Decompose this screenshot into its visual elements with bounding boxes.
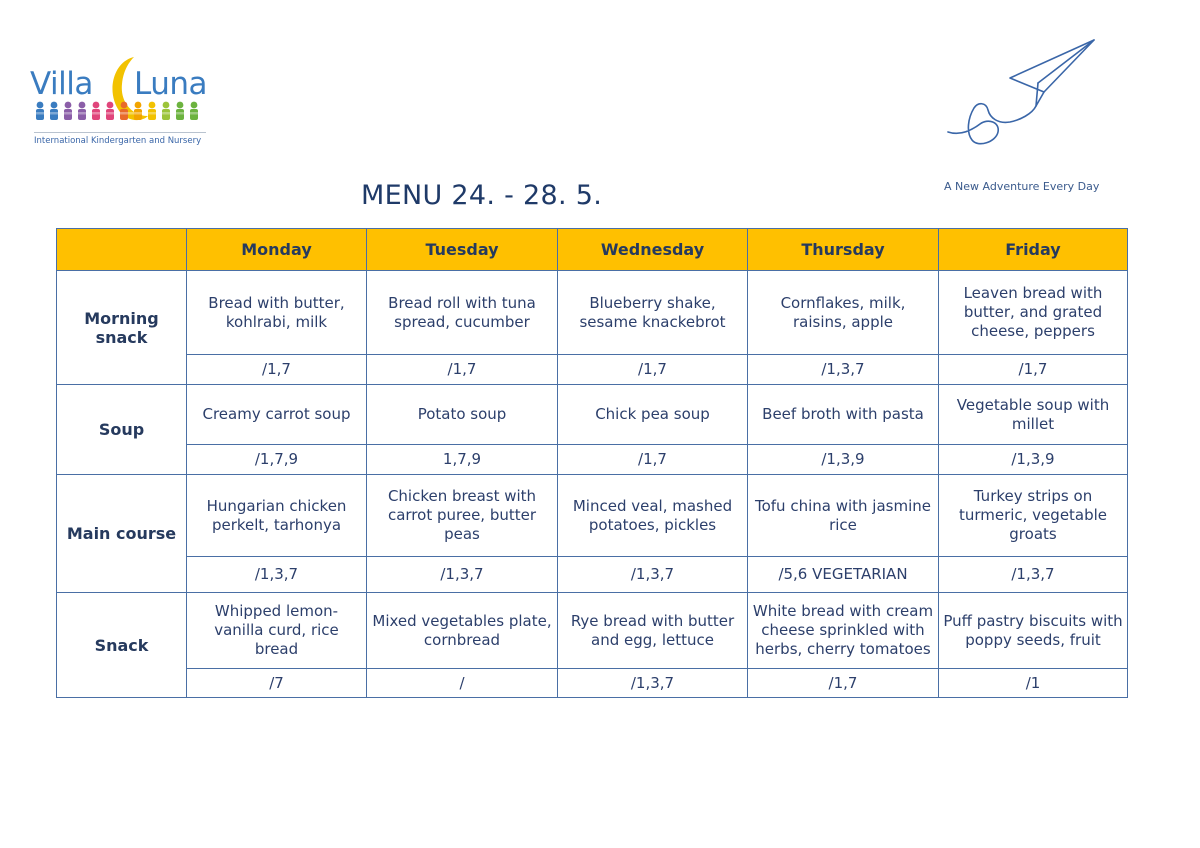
logo-divider <box>34 132 206 133</box>
dish-cell: Vegetable soup with millet <box>939 385 1128 445</box>
allergen-cell: /1,3,9 <box>748 445 939 475</box>
dish-cell: Leaven bread with butter, and grated cheese, peppers <box>939 271 1128 355</box>
header-monday: Monday <box>187 229 367 271</box>
table-row-morning-snack-allergens <box>57 355 1128 385</box>
header-friday: Friday <box>939 229 1128 271</box>
allergen-cell: /1 <box>939 669 1128 698</box>
allergen-cell: /7 <box>187 669 367 698</box>
row-label-soup: Soup <box>57 385 187 475</box>
dish-cell: Whipped lemon-vanilla curd, rice bread <box>187 593 367 669</box>
dish-cell: Chick pea soup <box>558 385 748 445</box>
dish-cell: Puff pastry biscuits with poppy seeds, fruit <box>939 593 1128 669</box>
row-label-morning-snack: Morning snack <box>57 271 187 385</box>
allergen-cell: /1,7,9 <box>187 445 367 475</box>
allergen-cell: /1,7 <box>367 355 558 385</box>
row-label-snack: Snack <box>57 593 187 698</box>
dish-cell: Bread roll with tuna spread, cucumber <box>367 271 558 355</box>
dish-cell: Cornflakes, milk, raisins, apple <box>748 271 939 355</box>
allergen-cell: /1,3,7 <box>187 557 367 593</box>
table-row-snack-allergens <box>57 669 1128 698</box>
allergen-cell: /1,3,7 <box>367 557 558 593</box>
dish-cell: White bread with cream cheese sprinkled with herbs, cherry tomatoes <box>748 593 939 669</box>
allergen-cell: /1,7 <box>558 445 748 475</box>
allergen-cell: /5,6 VEGETARIAN <box>748 557 939 593</box>
allergen-cell: /1,3,9 <box>939 445 1128 475</box>
page-title: MENU 24. - 28. 5. <box>361 180 603 211</box>
tagline: A New Adventure Every Day <box>944 180 1100 193</box>
allergen-cell: /1,3,7 <box>748 355 939 385</box>
row-label-main-course: Main course <box>57 475 187 593</box>
allergen-cell: /1,3,7 <box>939 557 1128 593</box>
dish-cell: Mixed vegetables plate, cornbread <box>367 593 558 669</box>
table-row-soup-allergens <box>57 445 1128 475</box>
header-thursday: Thursday <box>748 229 939 271</box>
header-corner-cell <box>57 229 187 271</box>
allergen-cell: /1,7 <box>939 355 1128 385</box>
allergen-cell: /1,7 <box>748 669 939 698</box>
table-row-snack-dishes <box>57 593 1128 669</box>
allergen-cell: 1,7,9 <box>367 445 558 475</box>
children-silhouettes-icon <box>34 100 206 128</box>
dish-cell: Chicken breast with carrot puree, butter peas <box>367 475 558 557</box>
dish-cell: Creamy carrot soup <box>187 385 367 445</box>
allergen-cell: /1,7 <box>558 355 748 385</box>
dish-cell: Bread with butter, kohlrabi, milk <box>187 271 367 355</box>
allergen-cell: / <box>367 669 558 698</box>
villa-luna-logo <box>28 52 218 152</box>
dish-cell: Blueberry shake, sesame knackebrot <box>558 271 748 355</box>
allergen-cell: /1,3,7 <box>558 669 748 698</box>
allergen-cell: /1,7 <box>187 355 367 385</box>
dish-cell: Hungarian chicken perkelt, tarhonya <box>187 475 367 557</box>
header-tuesday: Tuesday <box>367 229 558 271</box>
header-wednesday: Wednesday <box>558 229 748 271</box>
table-row-soup-dishes <box>57 385 1128 445</box>
table-header-row <box>57 229 1128 271</box>
table-row-main-course-allergens <box>57 557 1128 593</box>
menu-table <box>56 228 1128 698</box>
paper-plane-icon <box>940 36 1110 176</box>
dish-cell: Potato soup <box>367 385 558 445</box>
logo-subtitle: International Kindergarten and Nursery <box>34 136 202 146</box>
logo-text-villa: Villa <box>30 66 93 102</box>
dish-cell: Turkey strips on turmeric, vegetable groats <box>939 475 1128 557</box>
allergen-cell: /1,3,7 <box>558 557 748 593</box>
dish-cell: Rye bread with butter and egg, lettuce <box>558 593 748 669</box>
table-row-main-course-dishes <box>57 475 1128 557</box>
dish-cell: Beef broth with pasta <box>748 385 939 445</box>
dish-cell: Minced veal, mashed potatoes, pickles <box>558 475 748 557</box>
logo-text-luna: Luna <box>134 66 208 102</box>
dish-cell: Tofu china with jasmine rice <box>748 475 939 557</box>
table-row-morning-snack-dishes <box>57 271 1128 355</box>
